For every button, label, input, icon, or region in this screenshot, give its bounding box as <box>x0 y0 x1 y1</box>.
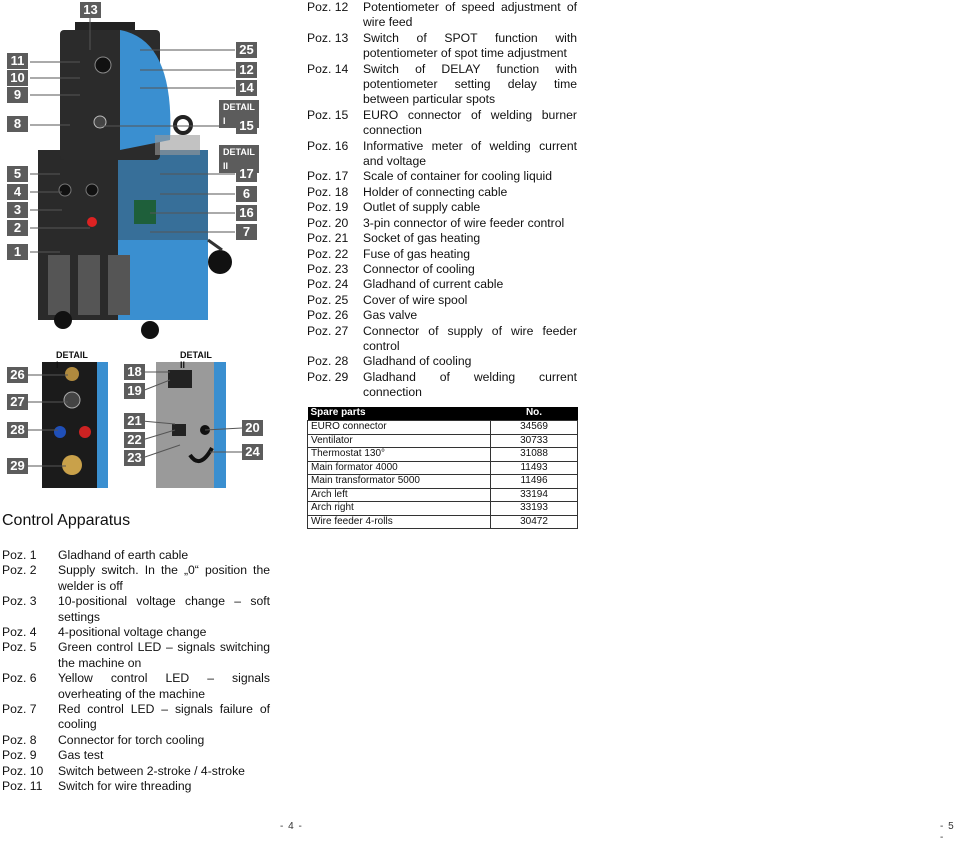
detail-2-tag: DETAIL II <box>219 145 259 173</box>
callout-3: 3 <box>7 202 28 218</box>
callout-20: 20 <box>242 420 263 436</box>
list-item: Poz. 13 Switch of SPOT function with potentiometer of spot time adjustment <box>307 30 577 61</box>
table-row: Arch right 33193 <box>308 502 578 516</box>
page-number-right: - 5 - <box>940 821 955 843</box>
callout-1: 1 <box>7 244 28 260</box>
list-item: Poz. 29 Gladhand of welding current connection <box>307 369 577 400</box>
wheel <box>54 311 72 329</box>
callout-14: 14 <box>236 80 257 96</box>
cabinet-vents <box>48 255 130 315</box>
list-item: Poz. 10 Switch between 2-stroke / 4-stroke <box>2 763 245 778</box>
spare-parts-table <box>307 407 578 529</box>
list-item: Poz. 17 Scale of container for cooling liquid <box>307 169 553 184</box>
list-item: Poz. 23 Connector of cooling <box>307 261 475 276</box>
list-item: Poz. 26 Gas valve <box>307 308 418 323</box>
detail-2-title: DETAIL II <box>180 350 212 370</box>
column-header-spare-parts: Spare parts <box>308 407 491 421</box>
list-item: Poz. 21 Socket of gas heating <box>307 231 481 246</box>
list-item: Poz. 11 Switch for wire threading <box>2 779 192 794</box>
list-item: Poz. 12 Potentiometer of speed adjustment of wire feed <box>307 0 577 30</box>
table-row: Ventilator 30733 <box>308 434 578 448</box>
table-row: Thermostat 130° 31088 <box>308 448 578 462</box>
list-item: Poz. 28 Gladhand of cooling <box>307 354 472 369</box>
right-position-list <box>307 0 577 401</box>
callout-4: 4 <box>7 184 28 200</box>
callout-22: 22 <box>124 432 145 448</box>
list-item: Poz. 7 Red control LED – signals failure of cooling <box>2 702 270 732</box>
column-header-number: No. <box>491 407 578 421</box>
callout-13: 13 <box>80 2 101 18</box>
list-item: Poz. 14 Switch of DELAY function with potentiometer setting delay time between particular spots <box>307 61 577 107</box>
wheel <box>141 321 159 339</box>
list-item: Poz. 27 Connector of supply of wire feeder control <box>307 323 577 353</box>
callout-24: 24 <box>242 444 263 460</box>
callout-29: 29 <box>7 458 28 474</box>
callout-10: 10 <box>7 70 28 86</box>
detail-1-title: DETAIL I <box>56 350 88 370</box>
list-item: Poz. 22 Fuse of gas heating <box>307 246 471 261</box>
list-item: Poz. 2 Supply switch. In the „0“ position the welder is off <box>2 563 270 593</box>
list-item: Poz. 25 Cover of wire spool <box>307 292 468 307</box>
callout-15: 15 <box>236 118 257 134</box>
list-item: Poz. 1 Gladhand of earth cable <box>2 548 189 562</box>
callout-5: 5 <box>7 166 28 182</box>
table-header-row <box>308 407 578 421</box>
callout-28: 28 <box>7 422 28 438</box>
list-item: Poz. 3 10-positional voltage change – soft settings <box>2 594 270 624</box>
list-item: Poz. 6 Yellow control LED – signals overheating of the machine <box>2 671 270 701</box>
section-title: Control Apparatus <box>2 512 131 529</box>
callout-18: 18 <box>124 364 145 380</box>
red-switch <box>87 217 97 227</box>
table-row: Arch left 33194 <box>308 488 578 502</box>
list-item: Poz. 4 4-positional voltage change <box>2 625 207 640</box>
callout-16: 16 <box>236 205 257 221</box>
list-item: Poz. 18 Holder of connecting cable <box>307 184 508 199</box>
list-item: Poz. 24 Gladhand of current cable <box>307 277 504 292</box>
table-row: Main formator 4000 11493 <box>308 461 578 475</box>
meter-display <box>134 200 156 224</box>
callout-27: 27 <box>7 394 28 410</box>
left-position-list <box>2 548 270 795</box>
list-item: Poz. 20 3-pin connector of wire feeder control <box>307 215 565 230</box>
callout-21: 21 <box>124 413 145 429</box>
table-row: Main transformator 5000 11496 <box>308 475 578 489</box>
callout-6: 6 <box>236 186 257 202</box>
callout-25: 25 <box>236 42 257 58</box>
list-item: Poz. 15 EURO connector of welding burner connection <box>307 107 577 138</box>
handle <box>75 22 135 30</box>
callout-12: 12 <box>236 62 257 78</box>
callout-7: 7 <box>236 224 257 240</box>
list-item: Poz. 5 Green control LED – signals switching the machine on <box>2 640 270 670</box>
page-number-left: - 4 - <box>280 821 303 832</box>
callout-8: 8 <box>7 116 28 132</box>
table-row: EURO connector 34569 <box>308 421 578 435</box>
wire-feeder-cover <box>120 30 170 150</box>
callout-9: 9 <box>7 87 28 103</box>
table-row: Wire feeder 4-rolls 30472 <box>308 515 578 529</box>
callout-11: 11 <box>7 53 28 69</box>
list-item: Poz. 16 Informative meter of welding current and voltage <box>307 138 577 169</box>
list-item: Poz. 9 Gas test <box>2 748 104 763</box>
callout-2: 2 <box>7 220 28 236</box>
wheel <box>208 250 232 274</box>
list-item: Poz. 19 Outlet of supply cable <box>307 200 481 215</box>
callout-17: 17 <box>236 166 257 182</box>
list-item: Poz. 8 Connector for torch cooling <box>2 732 205 747</box>
callout-26: 26 <box>7 367 28 383</box>
detail-1-tag: DETAIL I <box>219 100 259 128</box>
callout-23: 23 <box>124 450 145 466</box>
callout-19: 19 <box>124 383 145 399</box>
